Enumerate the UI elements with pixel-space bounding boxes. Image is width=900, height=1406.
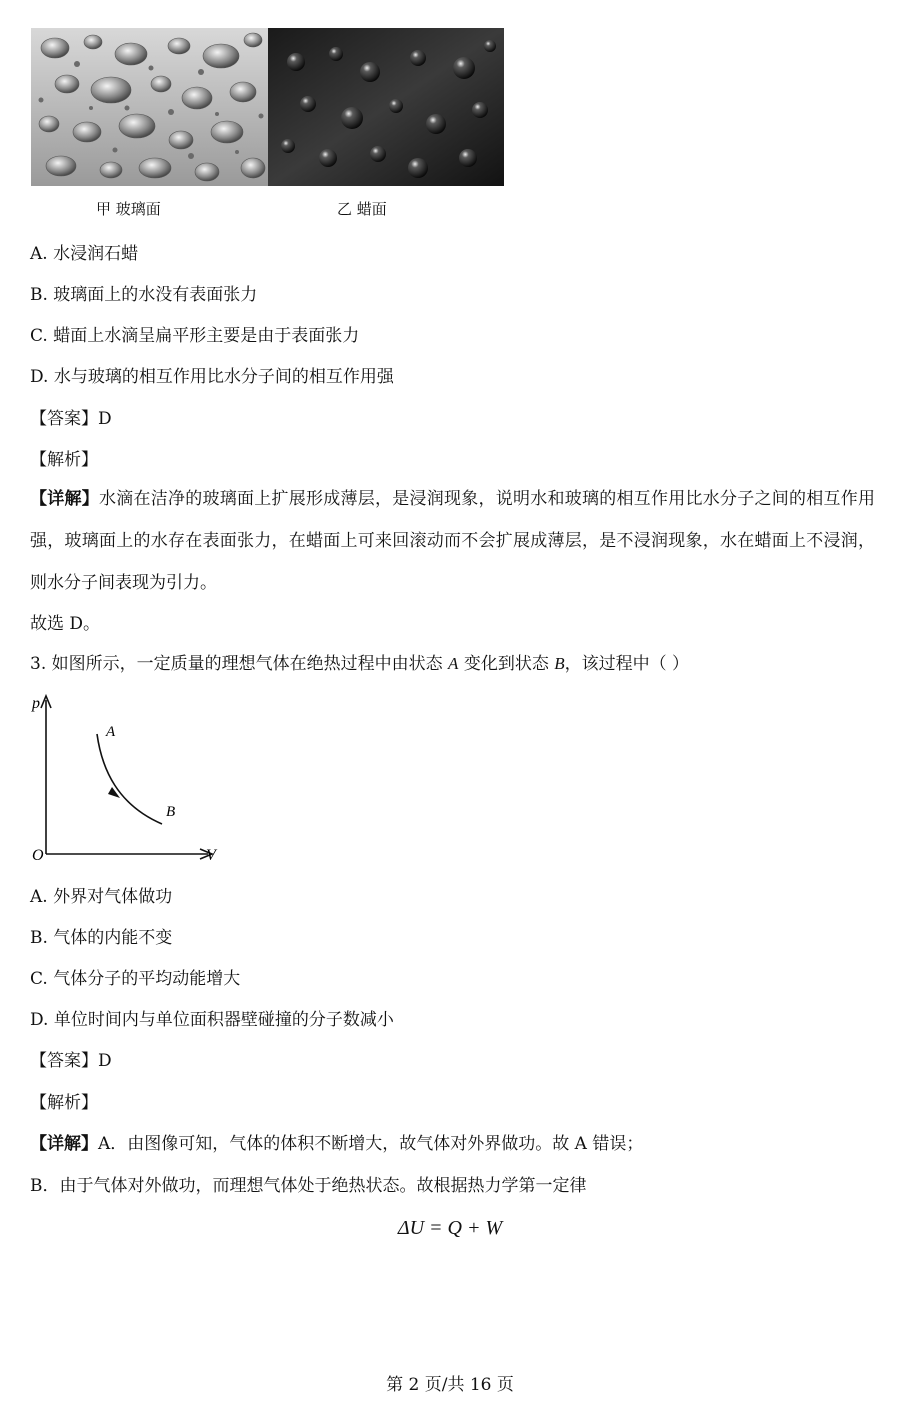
pv-diagram: [28, 690, 228, 870]
q2-detail-label: 【详解】: [30, 489, 99, 509]
adiabatic-curve: [97, 734, 162, 824]
q3-stem: [30, 653, 689, 675]
q3-detail-text: A．由图像可知，气体的体积不断增大，故气体对外界做功。故 A 错误；: [98, 1134, 644, 1154]
q3-detail-b: B．由于气体对外做功，而理想气体处于绝热状态。故根据热力学第一定律: [30, 1176, 587, 1196]
wax-caption: 乙 蜡面: [337, 200, 387, 218]
point-b-label: B: [166, 804, 176, 820]
q2-detail-text: 水滴在洁净的玻璃面上扩展形成薄层，是浸润现象，说明水和玻璃的相互作用比水分子之间的相互作用强，玻璃面上的水存在表面张力，在蜡面上可来回滚动而不会扩展成薄层，是不浸润现象，水在蜡面上不浸润，则水分子间表现为引力。: [30, 489, 875, 593]
q3-detail-a: [30, 1133, 643, 1155]
glass-caption: 甲 玻璃面: [96, 200, 161, 218]
q3-stem-prefix: 3. 如图所示，一定质量的理想气体在绝热过程中由状态: [30, 654, 449, 674]
q3-state-b: B: [554, 654, 565, 673]
wax-surface-photo: [268, 28, 504, 186]
q2-answer: 【答案】D: [30, 409, 112, 429]
q3-option-a: A. 外界对气体做功: [30, 887, 173, 907]
first-law-formula: ΔU = Q + W: [397, 1217, 503, 1239]
origin-label: O: [32, 847, 44, 864]
x-axis-label: V: [206, 847, 216, 864]
q3-detail-label: 【详解】: [30, 1134, 98, 1154]
q3-answer: 【答案】D: [30, 1051, 112, 1071]
glass-surface-photo: [31, 28, 268, 186]
q3-option-b: B. 气体的内能不变: [30, 928, 173, 948]
q2-analysis-title: 【解析】: [30, 450, 98, 470]
q2-option-d: D. 水与玻璃的相互作用比水分子间的相互作用强: [30, 367, 394, 387]
q2-option-a: A. 水浸润石蜡: [30, 244, 139, 264]
q2-detail: [30, 478, 875, 604]
page-footer: 第 2 页/共 16 页: [386, 1375, 514, 1395]
q3-state-a: A: [448, 654, 459, 673]
q2-conclusion: 故选 D。: [30, 614, 101, 634]
q3-option-c: C. 气体分子的平均动能增大: [30, 969, 241, 989]
q3-stem-mid: 变化到状态: [458, 654, 555, 674]
q3-analysis-title: 【解析】: [30, 1093, 98, 1113]
q3-stem-suffix: ，该过程中（ ）: [564, 654, 690, 674]
q2-option-c: C. 蜡面上水滴呈扁平形主要是由于表面张力: [30, 326, 360, 346]
q2-option-b: B. 玻璃面上的水没有表面张力: [30, 285, 258, 305]
point-a-label: A: [106, 724, 116, 740]
q3-option-d: D. 单位时间内与单位面积器壁碰撞的分子数减小: [30, 1010, 394, 1030]
y-axis-label: p: [32, 695, 40, 712]
